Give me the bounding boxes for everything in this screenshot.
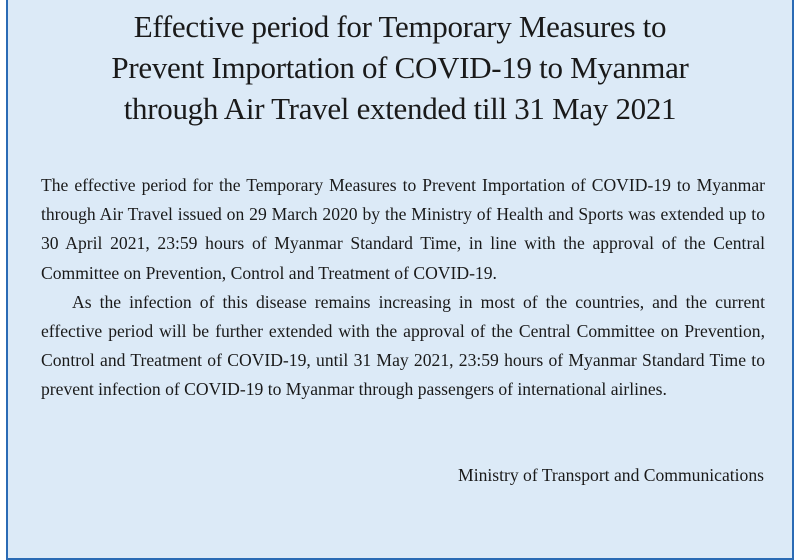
headline-line-3: through Air Travel extended till 31 May 2021 [123, 91, 677, 126]
article-body [41, 171, 765, 405]
paragraph-1: The effective period for the Temporary Measures to Prevent Importation of COVID-19 to Myanmar through Air Travel issued on 29 March 2020 by the Ministry of Health and Sports was extended up to 30 April 2021, 23:59 hours of Myanmar Standard Time, in line with the approval of the Central Committee on Prevention, Control and Treatment of COVID-19. [41, 175, 765, 283]
headline [10, 6, 790, 129]
signature: Ministry of Transport and Communications [458, 465, 764, 485]
paragraph-2: As the infection of this disease remains increasing in most of the countries, and the current effective period will be further extended with the approval of the Central Committee on Prevention, Control and Treatment of COVID-19, until 31 May 2021, 23:59 hours of Myanmar Standard Time to prevent infection of COVID-19 to Myanmar through passengers of international airlines. [41, 291, 765, 400]
headline-line-2: Prevent Importation of COVID-19 to Myanmar [111, 50, 689, 85]
headline-line-1: Effective period for Temporary Measures to [133, 9, 667, 44]
